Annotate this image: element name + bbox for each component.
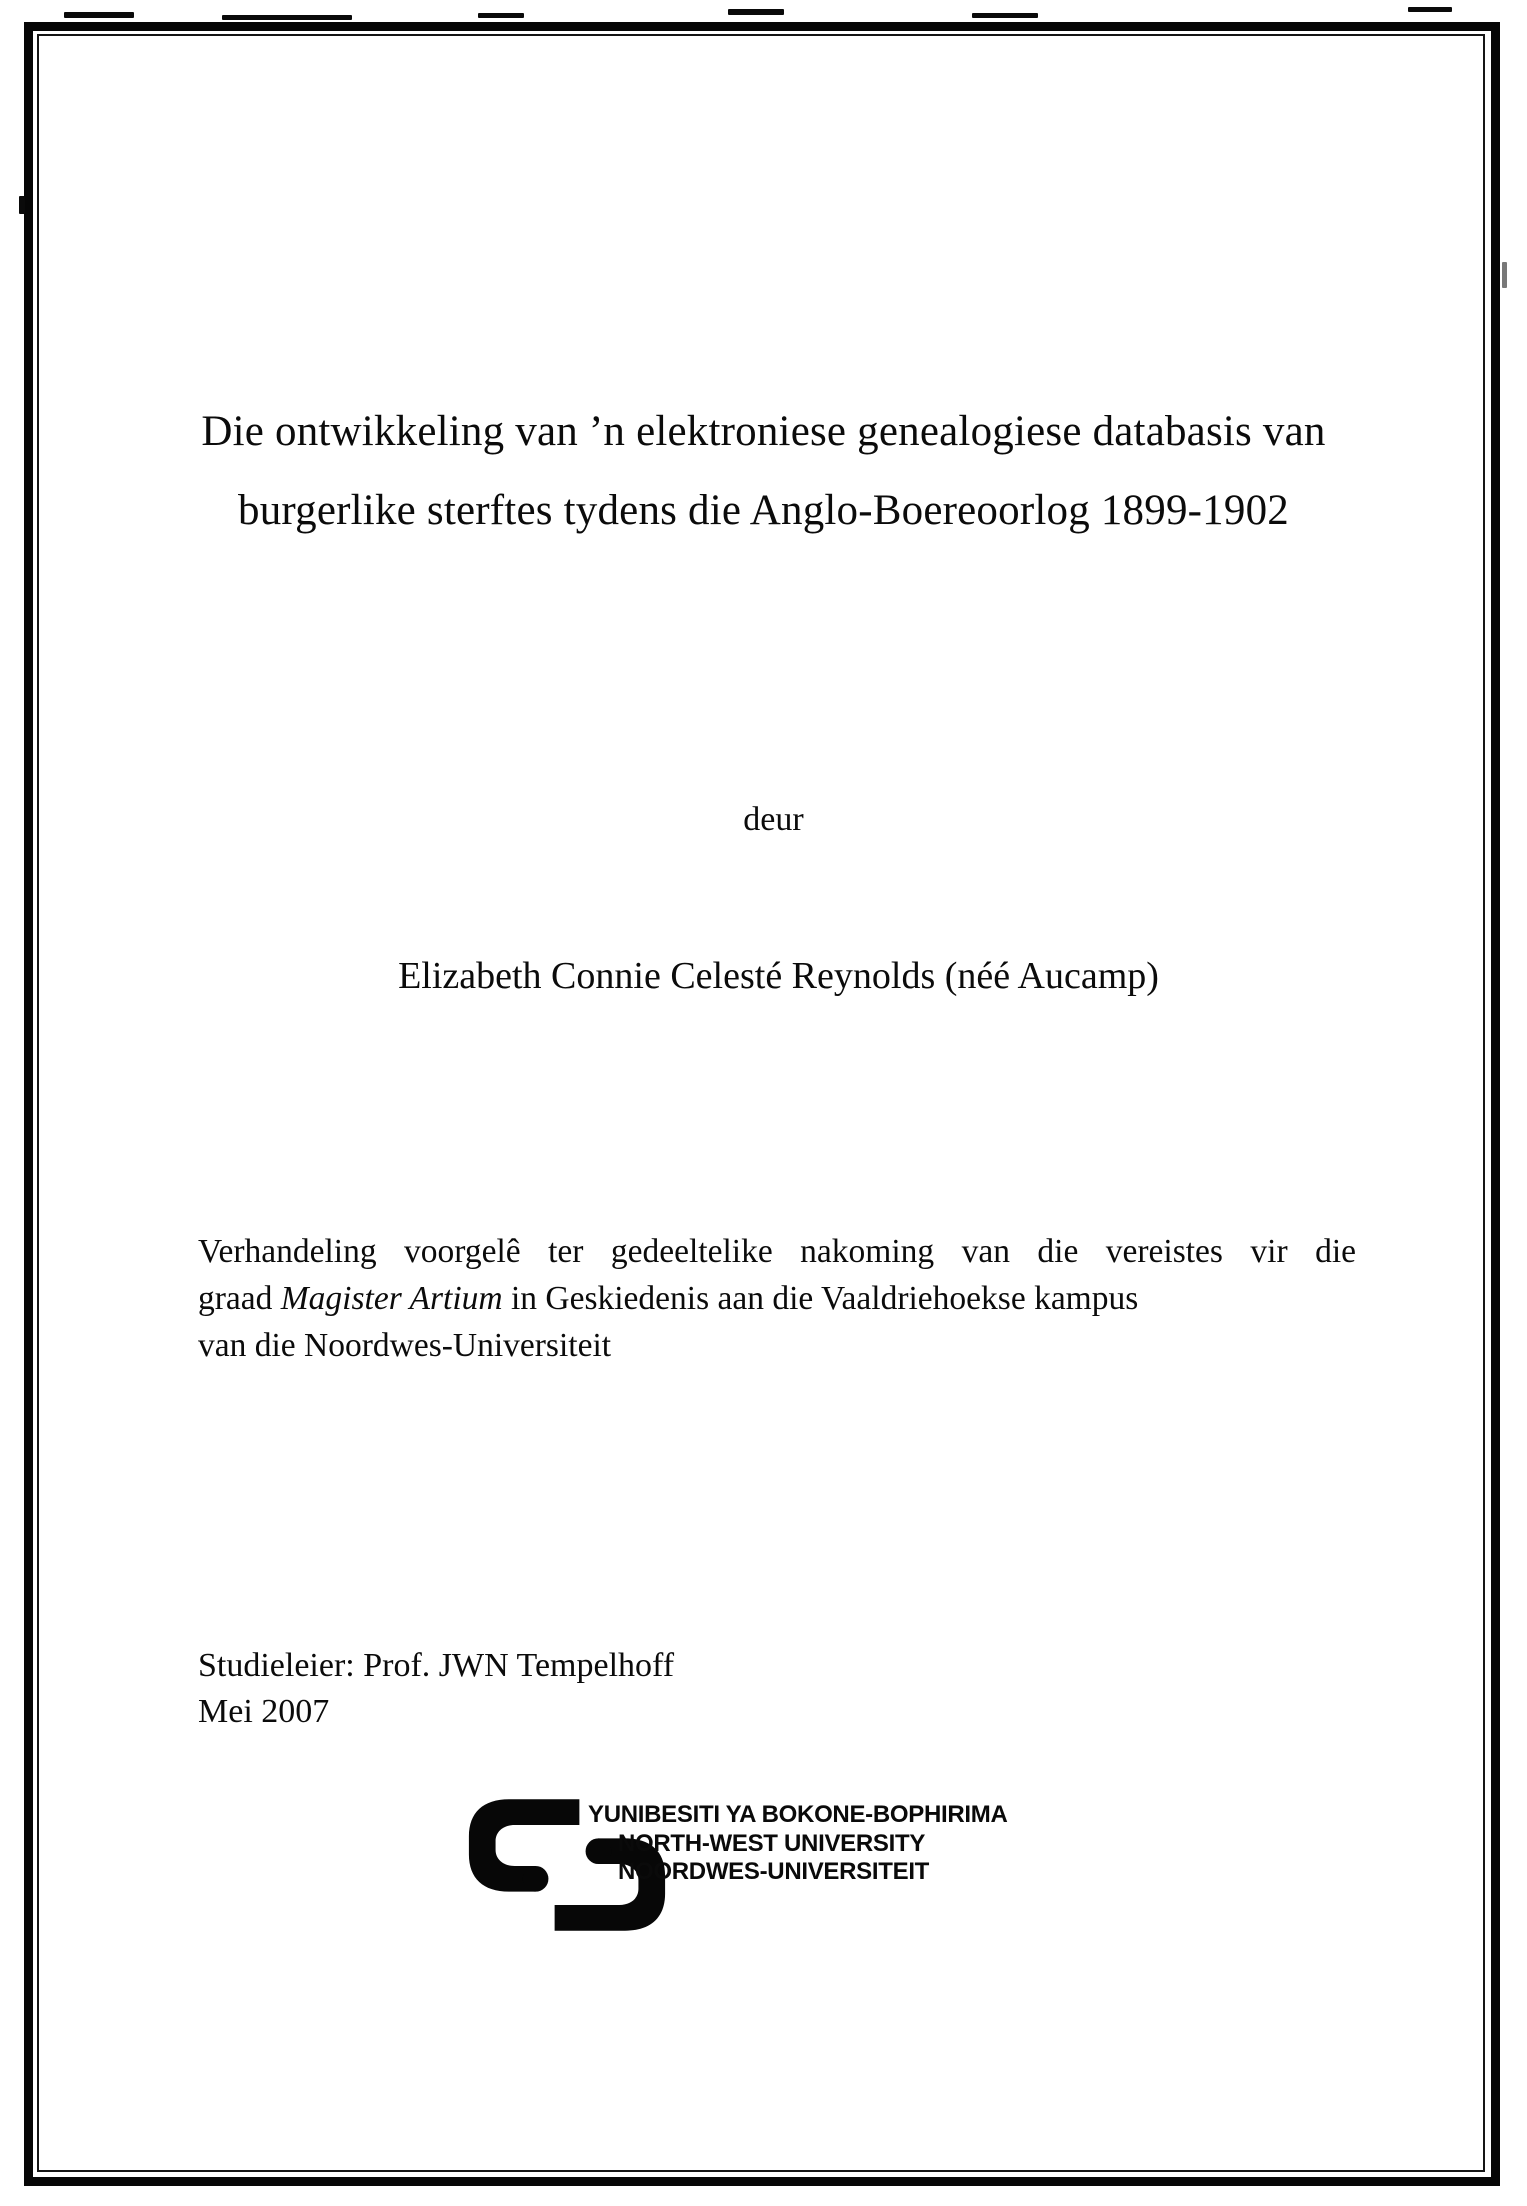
thesis-statement-line-3: van die Noordwes-Universiteit (198, 1327, 612, 1364)
university-name-setswana: YUNIBESITI YA BOKONE-BOPHIRIMA (588, 1801, 1008, 1828)
document-title-line-2: burgerlike sterftes tydens die Anglo-Boereoorlog 1899-1902 (238, 487, 1289, 534)
date-line: Mei 2007 (198, 1693, 330, 1730)
thesis-statement (198, 1228, 1356, 1369)
thesis-statement-line-2 (198, 1275, 1356, 1322)
document-title (70, 392, 1457, 550)
scan-artifact (19, 196, 25, 214)
author-name: Elizabeth Connie Celesté Reynolds (néé Aucamp) (398, 955, 1159, 997)
scan-artifact (478, 13, 524, 18)
university-name-english: NORTH-WEST UNIVERSITY (618, 1829, 926, 1857)
thesis-statement-line-2-pre: graad (198, 1280, 281, 1317)
byline-label: deur (743, 801, 804, 838)
university-name-afrikaans: NOORDWES-UNIVERSITEIT (618, 1858, 930, 1885)
scan-artifact (972, 13, 1038, 18)
scan-artifact (728, 9, 784, 15)
scan-artifact (1408, 7, 1452, 12)
thesis-degree-name: Magister Artium (280, 1280, 503, 1317)
thesis-statement-line-1: Verhandeling voorgelê ter gedeeltelike nakoming van die vereistes vir die (198, 1233, 1356, 1270)
scan-artifact (222, 15, 352, 20)
thesis-statement-line-2-post: in Geskiedenis aan die Vaaldriehoekse kampus (502, 1280, 1139, 1317)
scan-artifact (1502, 262, 1507, 288)
supervisor-line: Studieleier: Prof. JWN Tempelhoff (198, 1647, 675, 1684)
scan-artifact (64, 12, 134, 18)
document-title-line-1: Die ontwikkeling van ’n elektroniese genealogiese databasis van (201, 408, 1326, 455)
supervisor-block (198, 1643, 674, 1735)
university-wordmark (588, 1801, 1008, 1887)
